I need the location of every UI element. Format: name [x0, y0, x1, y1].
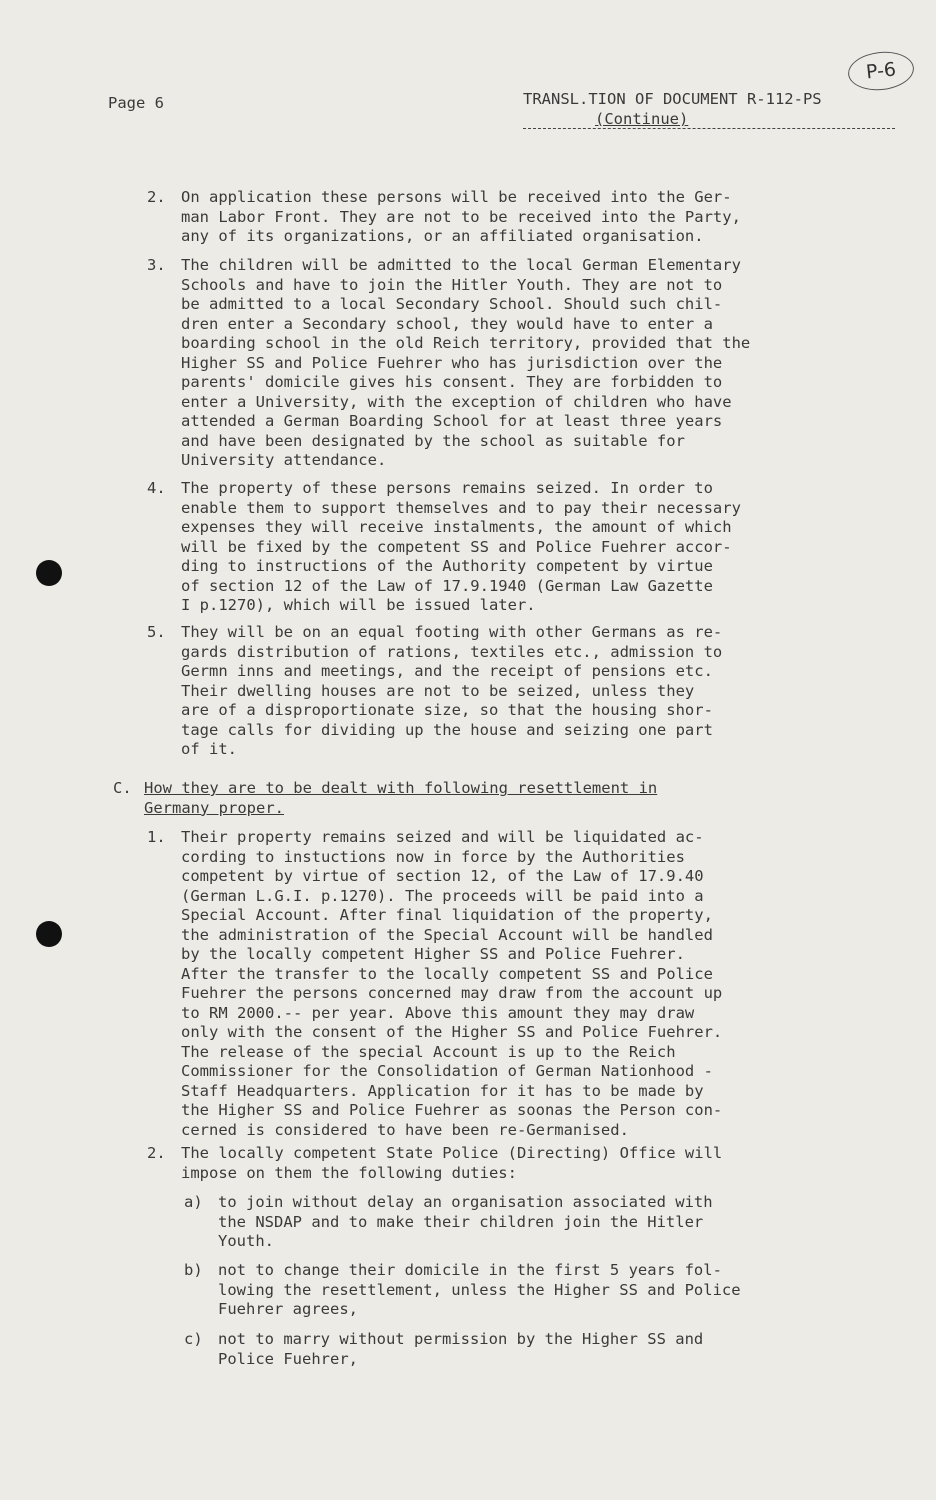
document-subtitle-line: [523, 110, 895, 129]
document-subtitle: (Continue): [595, 110, 689, 128]
item-letter: c): [184, 1330, 203, 1348]
item-number: 4.: [147, 479, 166, 497]
section-heading: [113, 779, 658, 857]
item-letter: b): [184, 1261, 203, 1279]
item-text: They will be on an equal footing with other Germans as re- gards distribution of rations, textiles etc., admission to Germn inns and meetings, and the receipt of pensions etc. Their dwelling houses are not to be seized, unless they are of a disproportionate size, so that the housing shor- tage calls for dividing up the house and seizing one part of it.: [181, 623, 723, 758]
item-text: On application these persons will be received into the Ger- man Labor Front. They are not to be received into the Party, any of its organizations, or an affiliated organisation.: [181, 188, 741, 245]
punch-hole-top: [36, 560, 62, 586]
section-letter: C.: [113, 779, 132, 797]
item-text: not to marry without permission by the Higher SS and Police Fuehrer,: [218, 1330, 704, 1368]
item-number: 5.: [147, 623, 166, 641]
item-text: The children will be admitted to the local German Elementary Schools and have to join the Hitler Youth. They are not to be admitted to a local Secondary School. Should such chil- dren enter a Secondary school, they would have to enter a boarding school in the old Reich territory, provided that the Higher SS and Police Fuehrer who has jurisdiction over the parents' domicile gives his consent. They are forbidden to enter a University, with the exception of children who have attended a German Boarding School for at least three years and have been designated by the school as suitable for University attendance.: [181, 256, 751, 469]
item-text: to join without delay an organisation associated with the NSDAP and to make their children join the Hitler Youth.: [218, 1193, 713, 1250]
document-title: TRANSL.TION OF DOCUMENT R-112-PS: [523, 90, 822, 108]
page-stamp: P-6: [846, 49, 916, 94]
item-number: 1.: [147, 828, 166, 846]
section-title: How they are to be dealt with following resettlement in Germany proper.: [144, 779, 658, 817]
punch-hole-bottom: [36, 921, 62, 947]
page-number: Page 6: [108, 94, 164, 112]
item-letter: a): [184, 1193, 203, 1211]
item-number: 2.: [147, 188, 166, 206]
item-text: The property of these persons remains seized. In order to enable them to support themselves and to pay their necessary expenses they will receive instalments, the amount of which will be fixed by the competent SS and Police Fuehrer accor- ding to instructions of the Authority competent by virtue of section 12 of the Law of 17.9.1940 (German Law Gazette I p.1270), which will be issued later.: [181, 479, 741, 614]
item-number: 3.: [147, 256, 166, 274]
item-number: 2.: [147, 1144, 166, 1162]
item-text: Their property remains seized and will be liquidated ac- cording to instuctions now in force by the Authorities competent by virtue of section 12, of the Law of 17.9.40 (German L.G.I. p.1270). The proceeds will be paid into a Special Account. After final liquidation of the property, the administration of the Special Account will be handled by the locally competent Higher SS and Police Fuehrer. After the transfer to the locally competent SS and Police Fuehrer the persons concerned may draw from the account up to RM 2000.-- per year. Above this amount they may draw only with the consent of the Higher SS and Police Fuehrer. The release of the special Account is up to the Reich Commissioner for the Consolidation of German Nationhood - Staff Headquarters. Application for it has to be made by the Higher SS and Police Fuehrer as soonas the Person con- cerned is considered to have been re-Germanised.: [181, 828, 723, 1139]
item-text: The locally competent State Police (Directing) Office will impose on them the following duties:: [181, 1144, 723, 1182]
item-text: not to change their domicile in the first 5 years fol- lowing the resettlement, unless the Higher SS and Police Fuehrer agrees,: [218, 1261, 741, 1318]
